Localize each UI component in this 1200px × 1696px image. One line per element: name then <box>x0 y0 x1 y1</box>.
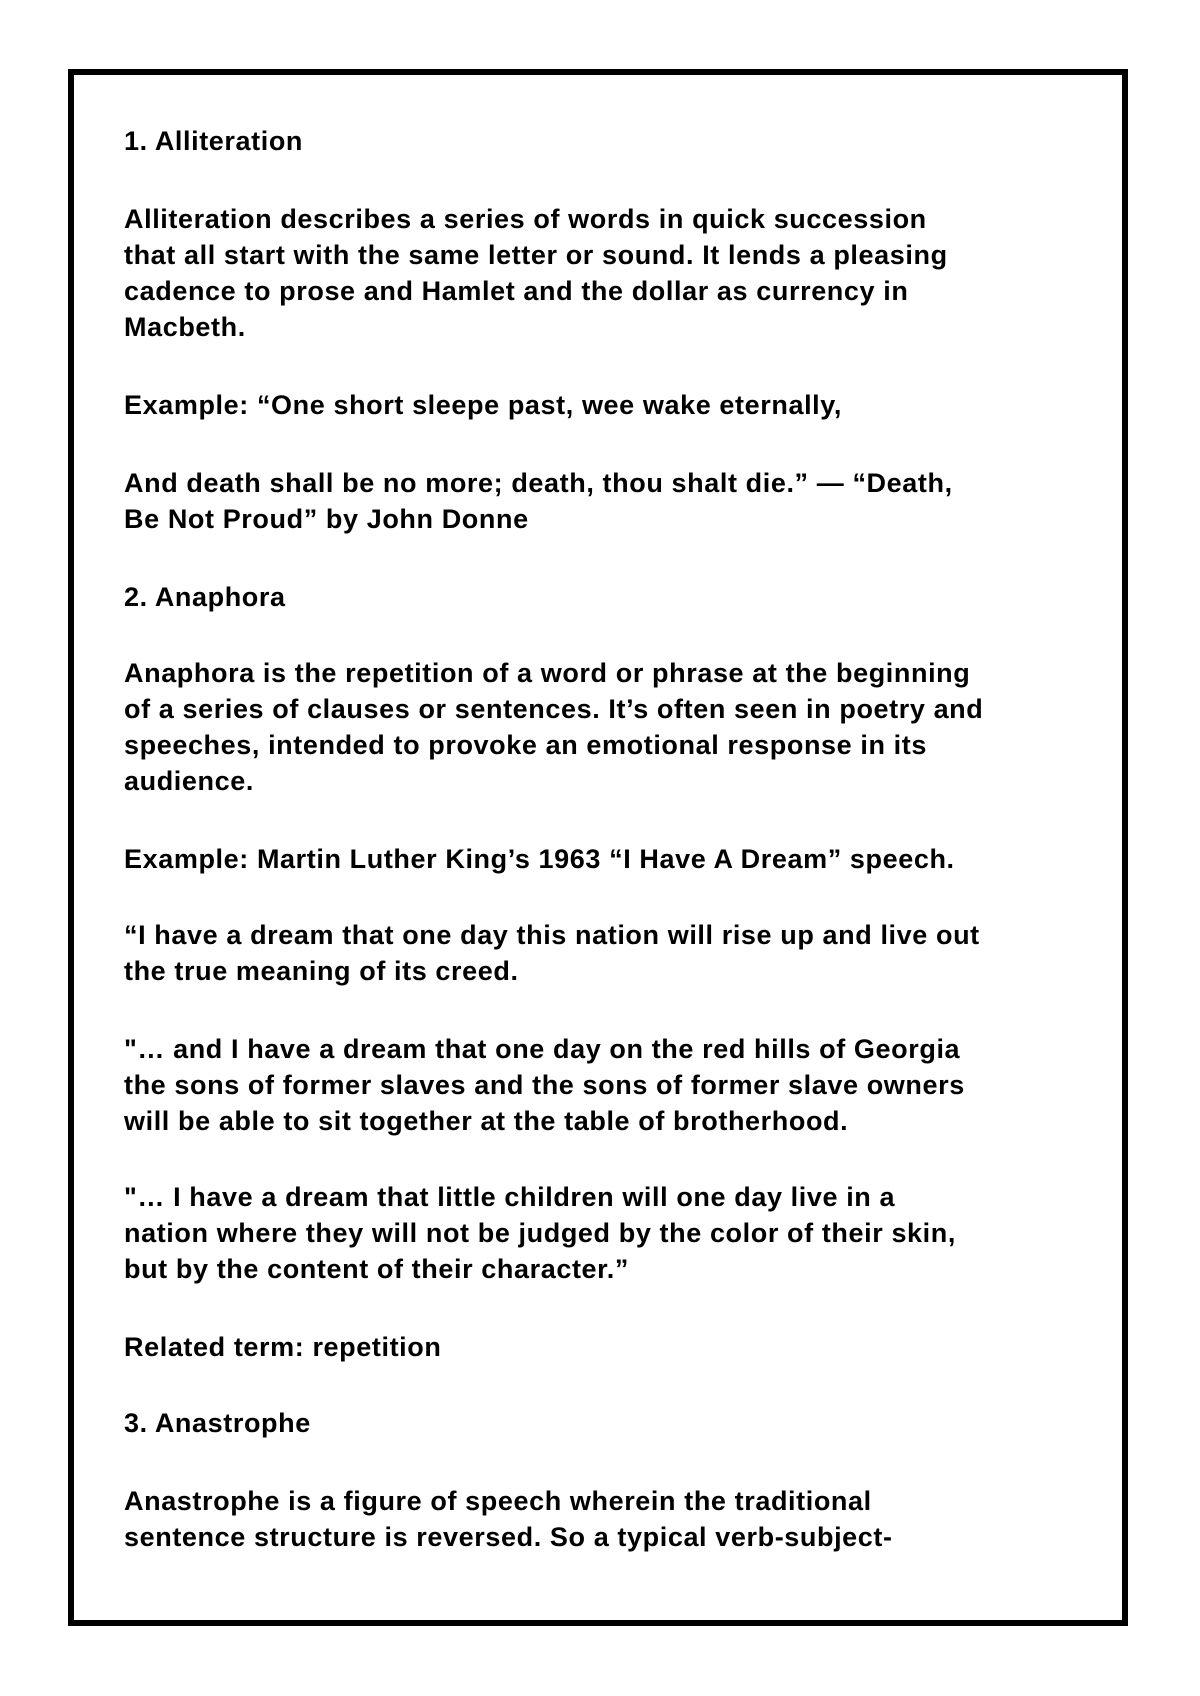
anaphora-related-term: Related term: repetition <box>124 1332 442 1362</box>
anaphora-quote-line: "… I have a dream that little children will one day live in a <box>124 1182 896 1212</box>
anaphora-definition-line: Anaphora is the repetition of a word or phrase at the beginning <box>124 658 971 688</box>
anaphora-quote-line: nation where they will not be judged by the color of their skin, <box>124 1218 956 1248</box>
anaphora-quote-line: the sons of former slaves and the sons of former slave owners <box>124 1070 965 1100</box>
anaphora-definition-line: of a series of clauses or sentences. It’s often seen in poetry and <box>124 694 984 724</box>
anastrophe-definition-line: Anastrophe is a figure of speech wherein the traditional <box>124 1486 872 1516</box>
anastrophe-definition-line: sentence structure is reversed. So a typical verb-subject- <box>124 1522 893 1552</box>
section-heading-anaphora: 2. Anaphora <box>124 582 286 612</box>
alliteration-definition-line: that all start with the same letter or sound. It lends a pleasing <box>124 240 948 270</box>
anaphora-quote-line: “I have a dream that one day this nation will rise up and live out <box>124 920 980 950</box>
alliteration-definition-line: Alliteration describes a series of words in quick succession <box>124 204 927 234</box>
alliteration-quote-line: Be Not Proud” by John Donne <box>124 504 529 534</box>
anaphora-quote-line: "… and I have a dream that one day on the red hills of Georgia <box>124 1034 961 1064</box>
anaphora-quote-line: will be able to sit together at the table of brotherhood. <box>124 1106 849 1136</box>
alliteration-example-label: Example: “One short sleepe past, wee wake eternally, <box>124 390 842 420</box>
anaphora-definition-line: speeches, intended to provoke an emotional response in its <box>124 730 927 760</box>
alliteration-definition-line: cadence to prose and Hamlet and the dollar as currency in <box>124 276 909 306</box>
anaphora-definition-line: audience. <box>124 766 254 796</box>
section-heading-anastrophe: 3. Anastrophe <box>124 1408 311 1438</box>
anaphora-example-label: Example: Martin Luther King’s 1963 “I Have A Dream” speech. <box>124 844 955 874</box>
anaphora-quote-line: but by the content of their character.” <box>124 1254 629 1284</box>
alliteration-quote-line: And death shall be no more; death, thou shalt die.” — “Death, <box>124 468 953 498</box>
alliteration-definition-line: Macbeth. <box>124 312 246 342</box>
anaphora-quote-line: the true meaning of its creed. <box>124 956 519 986</box>
section-heading-alliteration: 1. Alliteration <box>124 126 304 156</box>
